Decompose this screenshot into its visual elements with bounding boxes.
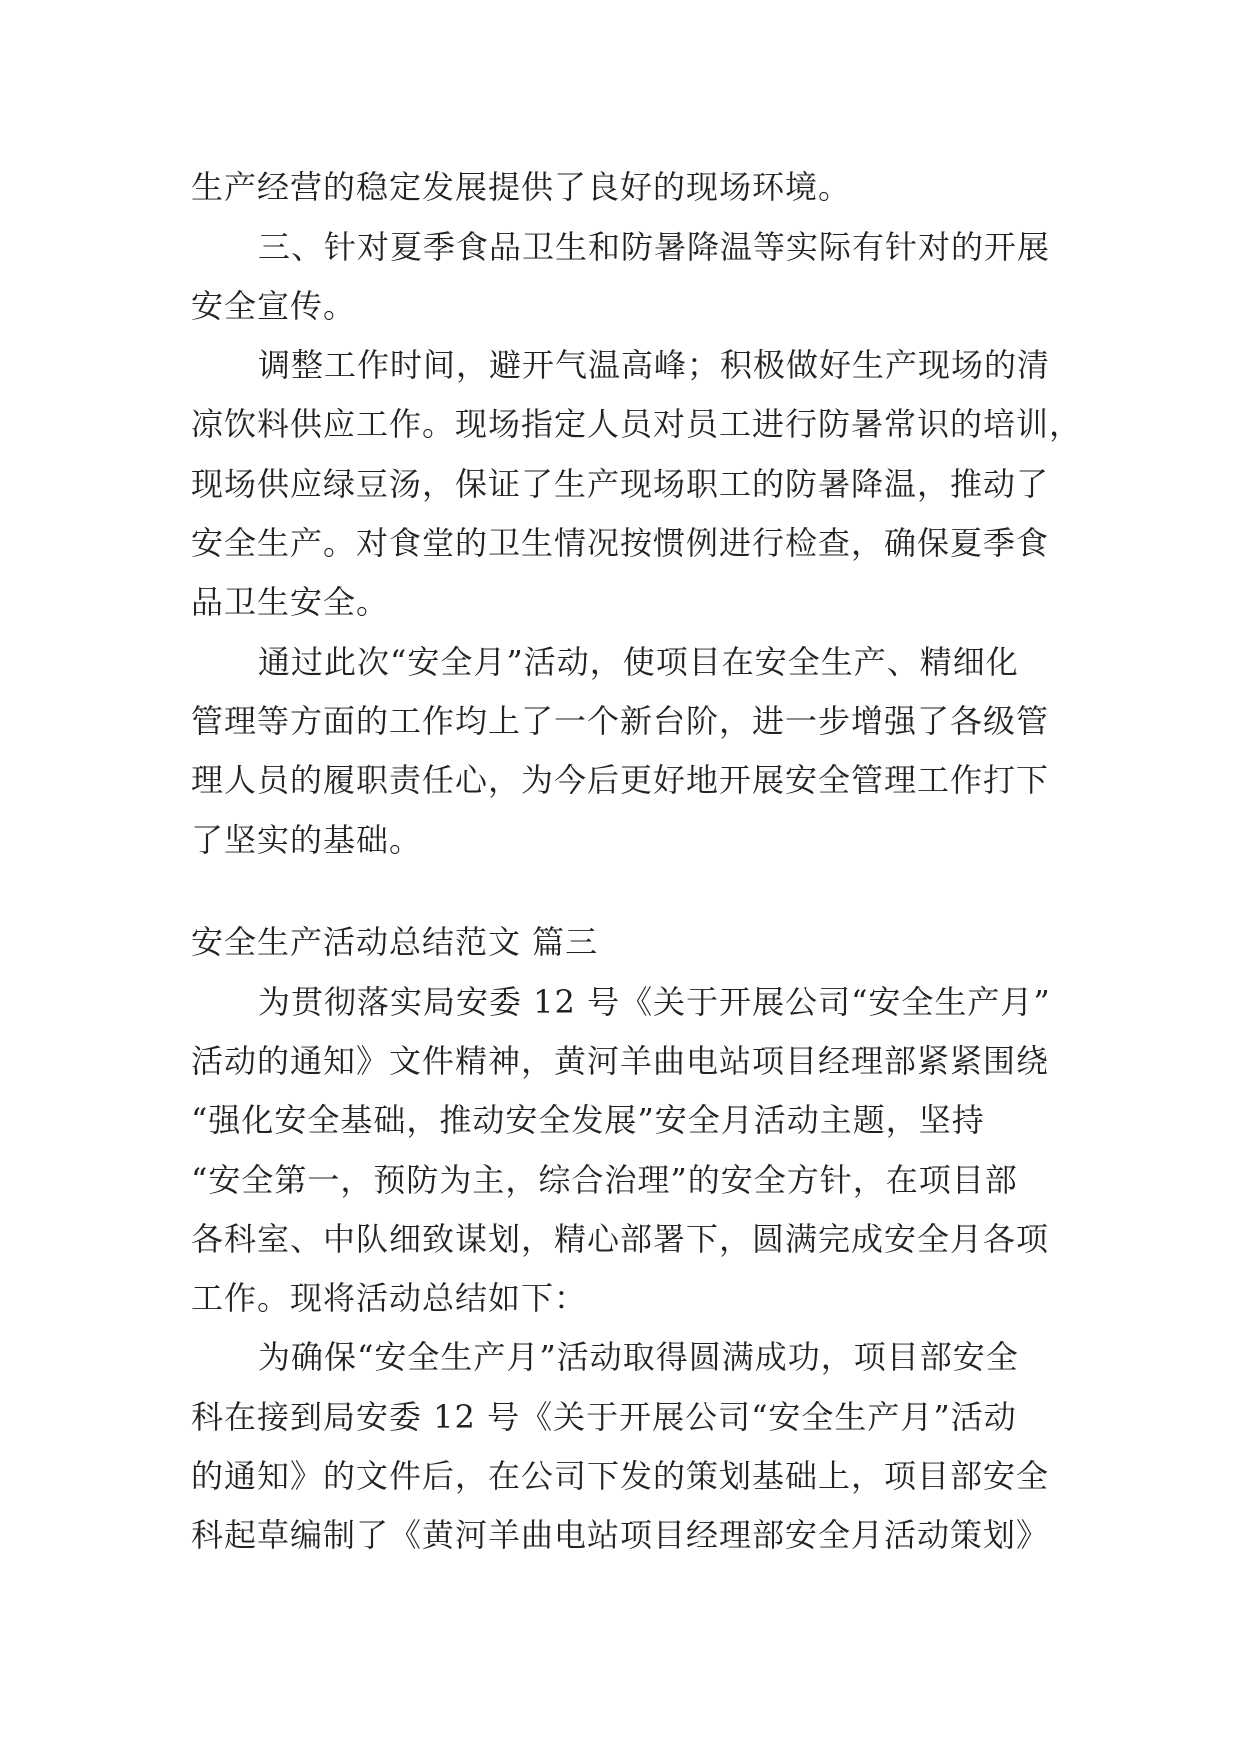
section-heading-3: 三、针对夏季食品卫生和防暑降温等实际有针对的开展	[258, 228, 1051, 266]
text-line: 安全生产。对食堂的卫生情况按惯例进行检查，确保夏季食	[191, 524, 1050, 562]
text-line: 科起草编制了《黄河羊曲电站项目经理部安全月活动策划》	[191, 1516, 1050, 1554]
paragraph-start: 为贯彻落实局安委 12 号《关于开展公司“安全生产月”	[258, 983, 1051, 1021]
text-line: 现场供应绿豆汤，保证了生产现场职工的防暑降温，推动了	[191, 465, 1050, 503]
text-line: 理人员的履职责任心，为今后更好地开展安全管理工作打下	[191, 761, 1050, 799]
text-line: 管理等方面的工作均上了一个新台阶，进一步增强了各级管	[191, 702, 1050, 740]
text-line: 各科室、中队细致谋划，精心部署下，圆满完成安全月各项	[191, 1220, 1050, 1258]
text-line: 科在接到局安委 12 号《关于开展公司“安全生产月”活动	[191, 1398, 1017, 1436]
text-line: 凉饮料供应工作。现场指定人员对员工进行防暑常识的培训，	[191, 405, 1083, 443]
text-line: 的通知》的文件后，在公司下发的策划基础上，项目部安全	[191, 1457, 1050, 1495]
text-line: 工作。现将活动总结如下：	[191, 1279, 588, 1317]
text-line: 品卫生安全。	[191, 583, 390, 621]
paragraph-start: 调整工作时间，避开气温高峰；积极做好生产现场的清	[258, 346, 1051, 384]
text-line: “安全第一，预防为主，综合治理”的安全方针，在项目部	[191, 1161, 1018, 1199]
text-line: 了坚实的基础。	[191, 821, 423, 859]
text-line: 安全宣传。	[191, 287, 357, 325]
text-line: “强化安全基础，推动安全发展”安全月活动主题，坚持	[191, 1101, 985, 1139]
text-line: 生产经营的稳定发展提供了良好的现场环境。	[191, 168, 852, 206]
paragraph-start: 通过此次“安全月”活动，使项目在安全生产、精细化	[258, 643, 1019, 681]
text-line: 活动的通知》文件精神，黄河羊曲电站项目经理部紧紧围绕	[191, 1042, 1050, 1080]
article-title: 安全生产活动总结范文 篇三	[191, 923, 599, 961]
paragraph-start: 为确保“安全生产月”活动取得圆满成功，项目部安全	[258, 1338, 1019, 1376]
